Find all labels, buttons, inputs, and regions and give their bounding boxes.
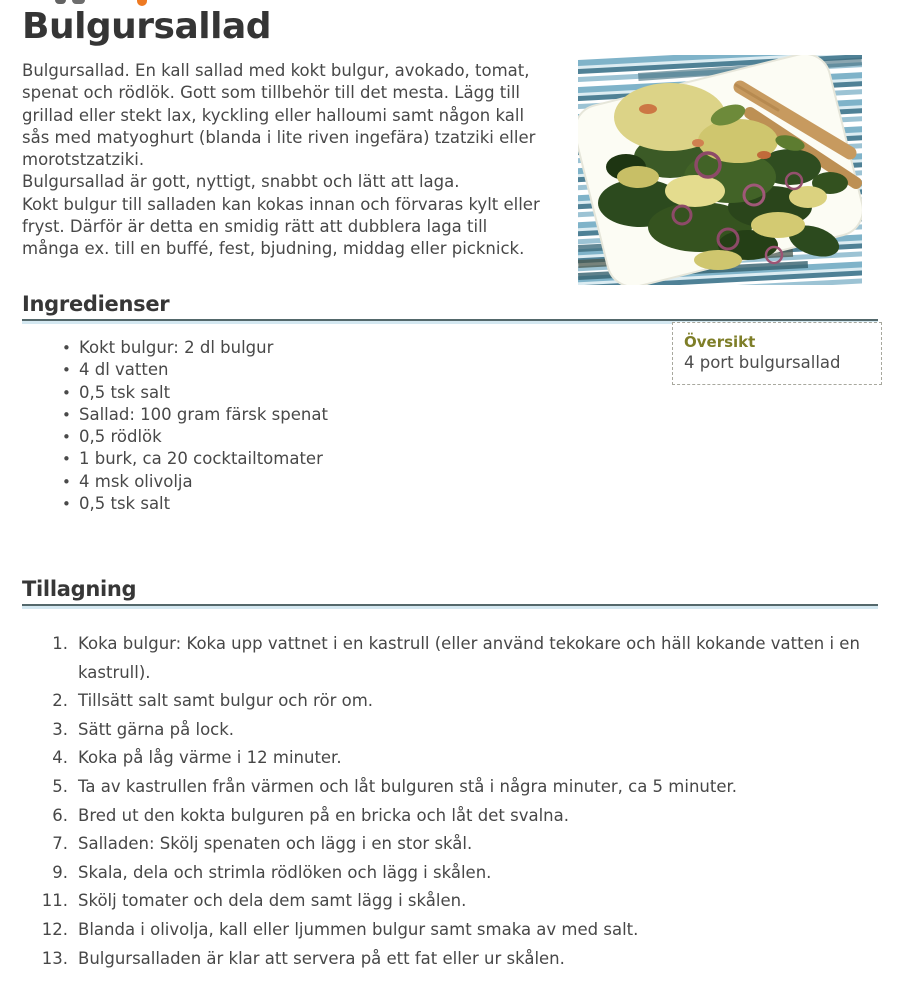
intro-line: spenat och rödlök. Gott som tillbehör till det mesta. Lägg till — [22, 83, 521, 103]
step-text: Skölj tomater och dela dem samt lägg i skålen. — [78, 891, 467, 911]
intro-line: grillad eller stekt lax, kyckling eller halloumi samt någon kall — [22, 105, 525, 125]
intro-line: Bulgursallad. En kall sallad med kokt bulgur, avokado, tomat, — [22, 61, 530, 80]
step-row — [24, 744, 886, 773]
ingredient-item: • Kokt bulgur: 2 dl bulgur — [60, 337, 328, 359]
step-row — [24, 887, 886, 916]
intro-line: sås med matyoghurt (blanda i lite riven ingefära) tzatziki eller — [22, 127, 536, 147]
intro-line: Kokt bulgur till salladen kan kokas innan och förvaras kylt eller — [22, 194, 540, 214]
step-row — [24, 916, 886, 945]
step-number: 1. — [52, 634, 68, 653]
recipe-photo-art — [578, 55, 862, 285]
section-ingredients-header — [22, 292, 878, 321]
step-row — [24, 687, 886, 716]
step-text: Koka på låg värme i 12 minuter. — [78, 748, 342, 768]
step-number: 5. — [52, 776, 68, 796]
step-row — [24, 945, 886, 974]
ingredients-heading: Ingredienser — [22, 292, 170, 316]
step-text: Sätt gärna på lock. — [78, 719, 235, 739]
step-number: 2. — [52, 691, 68, 711]
step-text: Ta av kastrullen från värmen och låt bulguren stå i några minuter, ca 5 minuter. — [78, 776, 738, 796]
step-row — [24, 716, 886, 745]
step-number: 9. — [52, 862, 68, 882]
ingredient-item: • Sallad: 100 gram färsk spenat — [60, 404, 328, 426]
intro-text — [22, 60, 578, 261]
step-row — [24, 859, 886, 888]
step-number: 6. — [52, 805, 68, 825]
page-title: Bulgursallad — [22, 6, 272, 47]
overview-box — [672, 322, 882, 385]
step-text: Salladen: Skölj spenaten och lägg i en stor skål. — [78, 834, 473, 854]
step-text: Bulgursalladen är klar att servera på ett fat eller ur skålen. — [78, 948, 565, 968]
recipe-photo — [578, 55, 862, 285]
ingredient-item: • 0,5 tsk salt — [60, 493, 328, 515]
ingredient-item: • 1 burk, ca 20 cocktailtomater — [60, 448, 328, 470]
ingredient-item: • 4 msk olivolja — [60, 471, 328, 493]
intro-line: många ex. till en buffé, fest, bjudning, middag eller picknick. — [22, 239, 525, 259]
step-number: 4. — [52, 748, 68, 768]
step-row — [24, 802, 886, 831]
step-row — [24, 830, 886, 859]
step-number: 13. — [41, 948, 68, 968]
ingredients-list — [60, 337, 328, 515]
intro-line: Bulgursallad är gott, nyttigt, snabbt och lätt att laga. — [22, 172, 460, 192]
step-number: 11. — [41, 891, 68, 911]
ingredient-item: • 4 dl vatten — [60, 359, 328, 381]
step-text: Skala, dela och strimla rödlöken och lägg i skålen. — [78, 862, 492, 882]
step-row — [24, 773, 886, 802]
intro-line: morotstzatziki. — [22, 150, 145, 170]
intro-line: fryst. Därför är detta en smidig rätt att dubblera laga till — [22, 217, 488, 237]
section-preparation-header — [22, 577, 878, 606]
step-text: Tillsätt salt samt bulgur och rör om. — [78, 691, 374, 711]
preparation-heading: Tillagning — [22, 577, 137, 601]
preparation-steps — [24, 630, 886, 973]
ingredient-item: • 0,5 rödlök — [60, 426, 328, 448]
step-number: 7. — [52, 834, 68, 854]
step-text: Koka bulgur: Koka upp vattnet i en kastrull (eller använd tekokare och häll kokande vatten i en kastrull). — [78, 634, 860, 682]
ingredient-item: • 0,5 tsk salt — [60, 382, 328, 404]
step-number: 3. — [52, 719, 68, 739]
step-row — [24, 630, 886, 687]
step-text: Bred ut den kokta bulguren på en bricka och låt det svalna. — [78, 805, 569, 825]
step-number: 12. — [41, 919, 68, 939]
overview-value: 4 port bulgursallad — [684, 353, 841, 372]
overview-label: Översikt — [684, 333, 756, 351]
logo-remnant-mark — [55, 0, 66, 4]
step-text: Blanda i olivolja, kall eller ljummen bulgur samt smaka av med salt. — [78, 919, 639, 939]
logo-remnant-mark — [72, 0, 85, 4]
